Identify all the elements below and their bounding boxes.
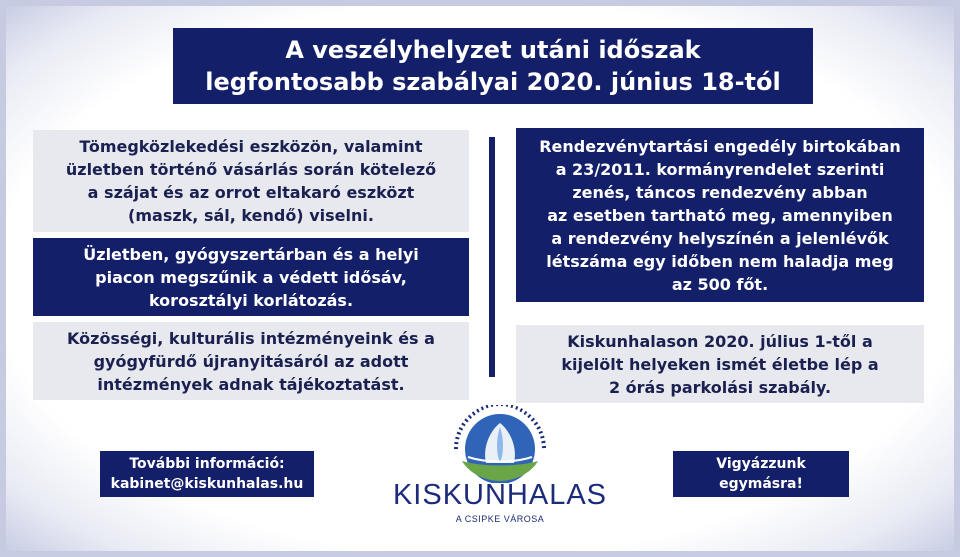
rule-line: piacon megszűnik a védett idősáv,: [95, 267, 407, 287]
rule-mask-box: [33, 130, 469, 232]
logo-tagline: A CSIPKE VÁROSA: [455, 514, 545, 524]
title-line-1: A veszélyhelyzet utáni időszak: [285, 36, 701, 64]
rule-line: üzletben történő vásárlás során kötelező: [65, 160, 437, 179]
rule-line: Kiskunhalason 2020. július 1-től a: [567, 331, 873, 351]
care-message-box: [673, 451, 849, 497]
rule-events-box: [516, 128, 924, 302]
rule-line: a 23/2011. kormányrendelet szerinti: [555, 159, 885, 179]
rule-line: az esetben tartható meg, amennyiben: [547, 205, 893, 225]
rule-line: (maszk, sál, kendő) viselni.: [128, 206, 374, 225]
care-line: egymásra!: [719, 476, 803, 492]
care-line: Vigyázzunk: [716, 456, 806, 472]
rule-line: 2 órás parkolási szabály.: [608, 377, 832, 397]
rule-line: zenés, táncos rendezvény abban: [572, 182, 868, 202]
rule-line: korosztályi korlátozás.: [148, 290, 354, 310]
rule-line: az 500 főt.: [671, 274, 769, 294]
rule-line: a rendezvény helyszínén a jelenlévők: [551, 228, 889, 248]
kiskunhalas-logo: [390, 405, 610, 535]
rule-line: gyógyfürdő újranyitásáról az adott: [93, 351, 409, 371]
rule-line: intézmények adnak tájékoztatást.: [97, 374, 405, 394]
rule-institutions-box: [33, 322, 469, 400]
rule-line: létszáma egy időben nem haladja meg: [546, 251, 894, 271]
title-line-2: legfontosabb szabályai 2020. június 18-tól: [205, 68, 781, 96]
rule-parking-box: [516, 325, 924, 403]
contact-label: További információ:: [129, 456, 285, 472]
rule-line: Közösségi, kulturális intézményeink és a: [67, 328, 435, 348]
logo-wordmark: KISKUNHALAS: [392, 479, 608, 511]
rule-shops-box: [33, 238, 469, 316]
contact-info-box: [100, 451, 314, 497]
contact-email: kabinet@kiskunhalas.hu: [110, 476, 304, 492]
rule-line: Üzletben, gyógyszertárban és a helyi: [83, 244, 419, 264]
poster-title: [173, 28, 813, 104]
column-divider: [489, 137, 495, 377]
rule-line: Tömegközlekedési eszközön, valamint: [79, 137, 423, 156]
lace-crest-icon: [390, 405, 610, 483]
rule-line: a szájat és az orrot eltakaró eszközt: [87, 183, 415, 202]
rule-line: kijelölt helyeken ismét életbe lép a: [561, 354, 879, 374]
rule-line: Rendezvénytartási engedély birtokában: [539, 136, 901, 156]
